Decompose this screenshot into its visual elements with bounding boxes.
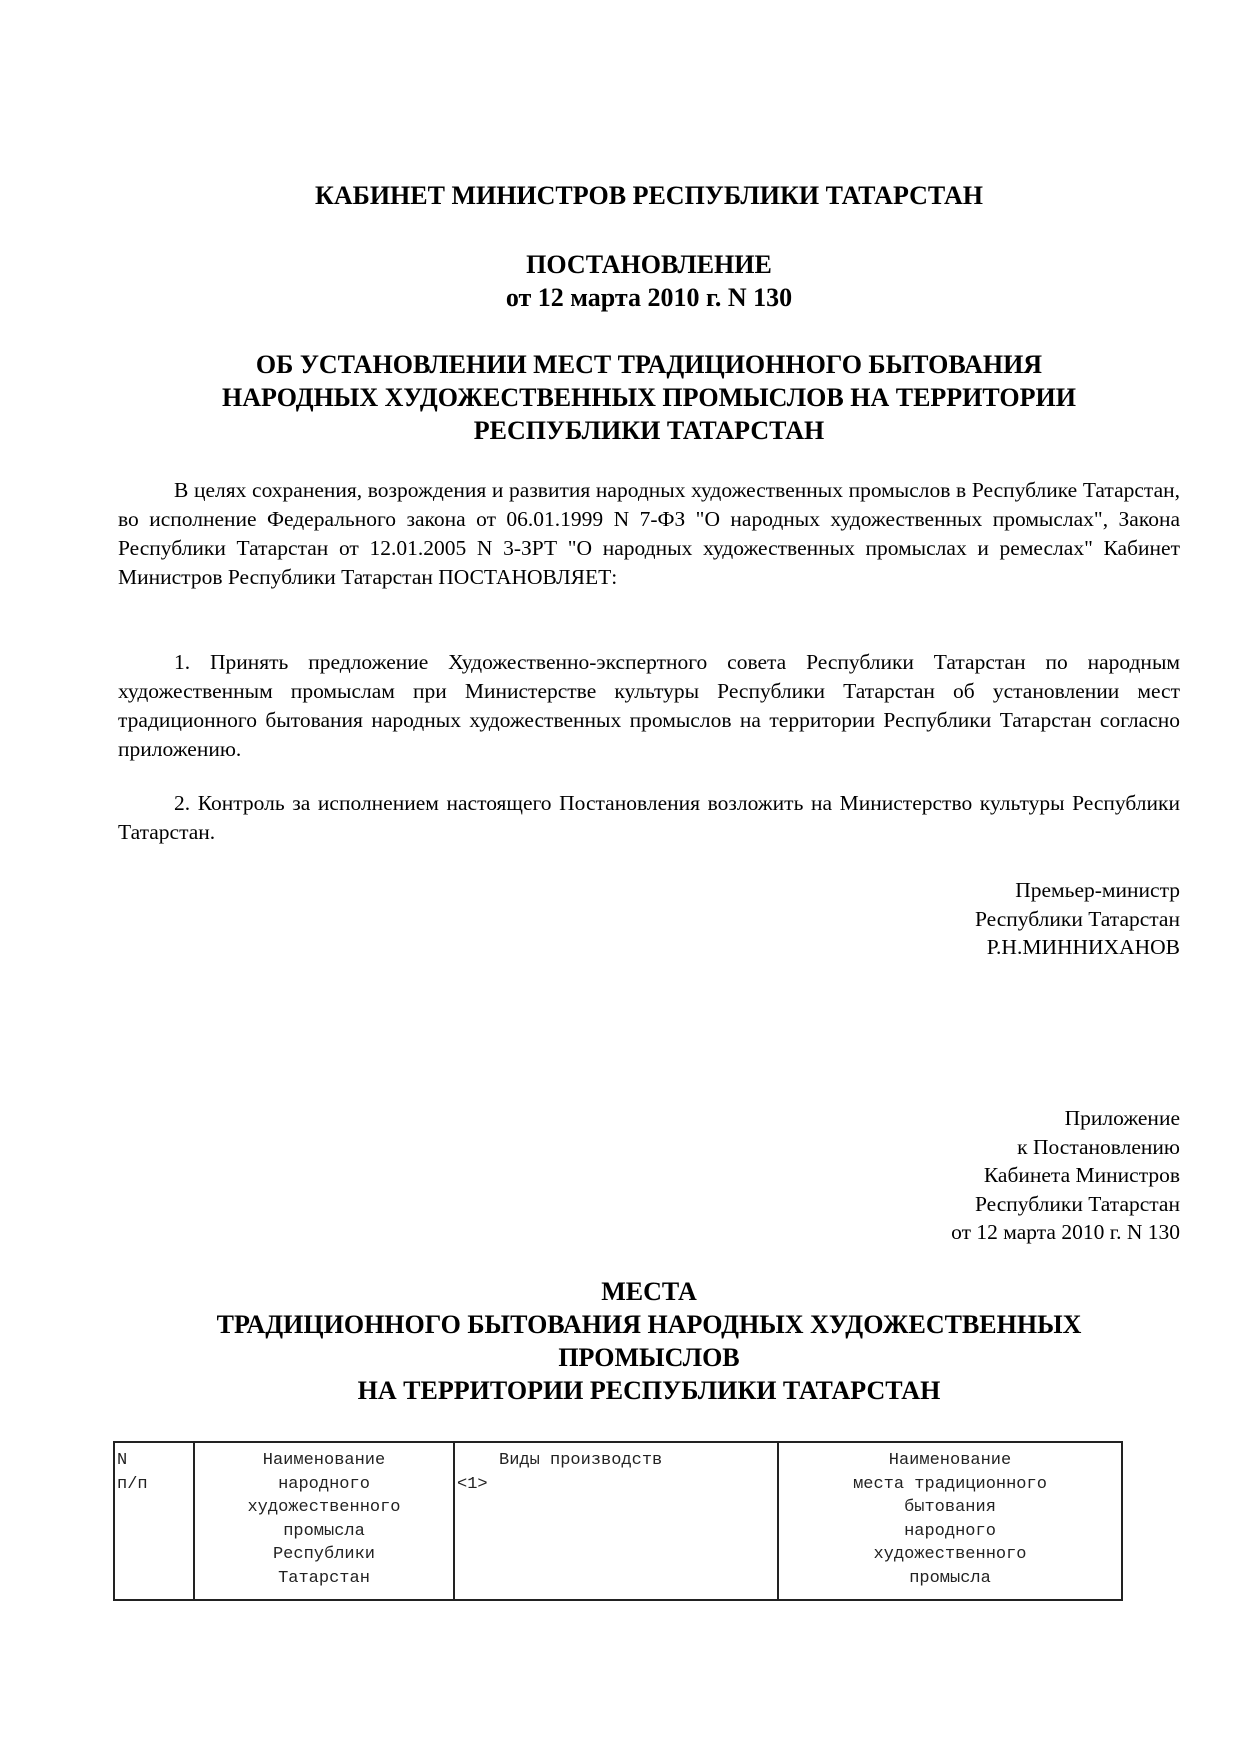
header-text: бытования: [904, 1498, 996, 1517]
appendix-note: [951, 1104, 1180, 1247]
header-text: п/п: [117, 1474, 148, 1494]
appendix-title-line: МЕСТА: [601, 1277, 697, 1306]
places-table: [113, 1441, 1123, 1601]
header-text: народного: [278, 1474, 370, 1494]
header-text: художественного: [247, 1498, 401, 1517]
document-date-number: от 12 марта 2010 г. N 130: [505, 283, 793, 312]
header-text: N: [117, 1451, 128, 1470]
header-text: промысла: [909, 1568, 991, 1588]
header-place-name: [778, 1442, 1122, 1600]
header-text: художественного: [873, 1545, 1027, 1564]
header-text: народного: [904, 1521, 996, 1541]
header-text: Наименование: [262, 1451, 386, 1470]
item-2-paragraph: [118, 789, 1180, 847]
header-craft-name: [194, 1442, 454, 1600]
appendix-title: [118, 1275, 1180, 1407]
header-production-types: [454, 1442, 778, 1600]
preamble-text: В целях сохранения, возрождения и развития народных художественных промыслов в Республике Татарстан, во исполнение Федерального закона от 06.01.1999 N 7-ФЗ "О народных художественных промыслах", Закона Республики Татарстан от 12.01.2005 N 3-ЗРТ "О народных художественных промыслах и ремеслах" Кабинет Министров Республики Татарстан ПОСТАНОВЛЯЕТ:: [118, 478, 1180, 589]
header-text: промысла: [283, 1521, 365, 1541]
document-type: ПОСТАНОВЛЕНИЕ: [526, 250, 772, 279]
document-title: [118, 348, 1180, 447]
title-line: ОБ УСТАНОВЛЕНИИ МЕСТ ТРАДИЦИОННОГО БЫТОВАНИЯ: [255, 350, 1043, 379]
appendix-line: к Постановлению: [1017, 1134, 1180, 1159]
authority-heading: КАБИНЕТ МИНИСТРОВ РЕСПУБЛИКИ ТАТАРСТАН: [315, 181, 983, 210]
header-text: <1>: [457, 1474, 488, 1494]
appendix-title-line: НА ТЕРРИТОРИИ РЕСПУБЛИКИ ТАТАРСТАН: [357, 1376, 941, 1405]
item-1-paragraph: [118, 648, 1180, 764]
appendix-line: Республики Татарстан: [974, 1191, 1180, 1216]
table-header-row: [114, 1442, 1122, 1600]
header-text: Виды производств: [499, 1451, 663, 1470]
item-1-text: 1. Принять предложение Художественно-экспертного совета Республики Татарстан по народным художественным промыслам при Министерстве культуры Республики Татарстан об установлении мест традиционного бытования народных художественных промыслов на территории Республики Татарстан согласно приложению.: [118, 650, 1180, 761]
preamble-paragraph: [118, 476, 1180, 592]
header-text: места традиционного: [853, 1474, 1047, 1494]
appendix-title-line: ПРОМЫСЛОВ: [558, 1343, 740, 1372]
signature-line: Р.Н.МИННИХАНОВ: [986, 935, 1180, 959]
item-2-text: 2. Контроль за исполнением настоящего Постановления возложить на Министерство культуры Республики Татарстан.: [118, 791, 1180, 844]
appendix-line: от 12 марта 2010 г. N 130: [951, 1220, 1180, 1244]
appendix-title-line: ТРАДИЦИОННОГО БЫТОВАНИЯ НАРОДНЫХ ХУДОЖЕСТВЕННЫХ: [216, 1310, 1082, 1339]
appendix-line: Приложение: [1064, 1106, 1180, 1130]
header-text: Республики: [272, 1545, 376, 1564]
header-text: Наименование: [888, 1451, 1012, 1470]
title-line: РЕСПУБЛИКИ ТАТАРСТАН: [473, 416, 825, 445]
signature-line: Премьер-министр: [1015, 878, 1180, 902]
header-text: Татарстан: [278, 1568, 370, 1588]
signature-block: [975, 876, 1180, 962]
appendix-line: Кабинета Министров: [983, 1163, 1180, 1187]
title-line: НАРОДНЫХ ХУДОЖЕСТВЕННЫХ ПРОМЫСЛОВ НА ТЕРРИТОРИИ: [222, 383, 1076, 412]
signature-line: Республики Татарстан: [974, 906, 1180, 931]
header-number: [114, 1442, 194, 1600]
